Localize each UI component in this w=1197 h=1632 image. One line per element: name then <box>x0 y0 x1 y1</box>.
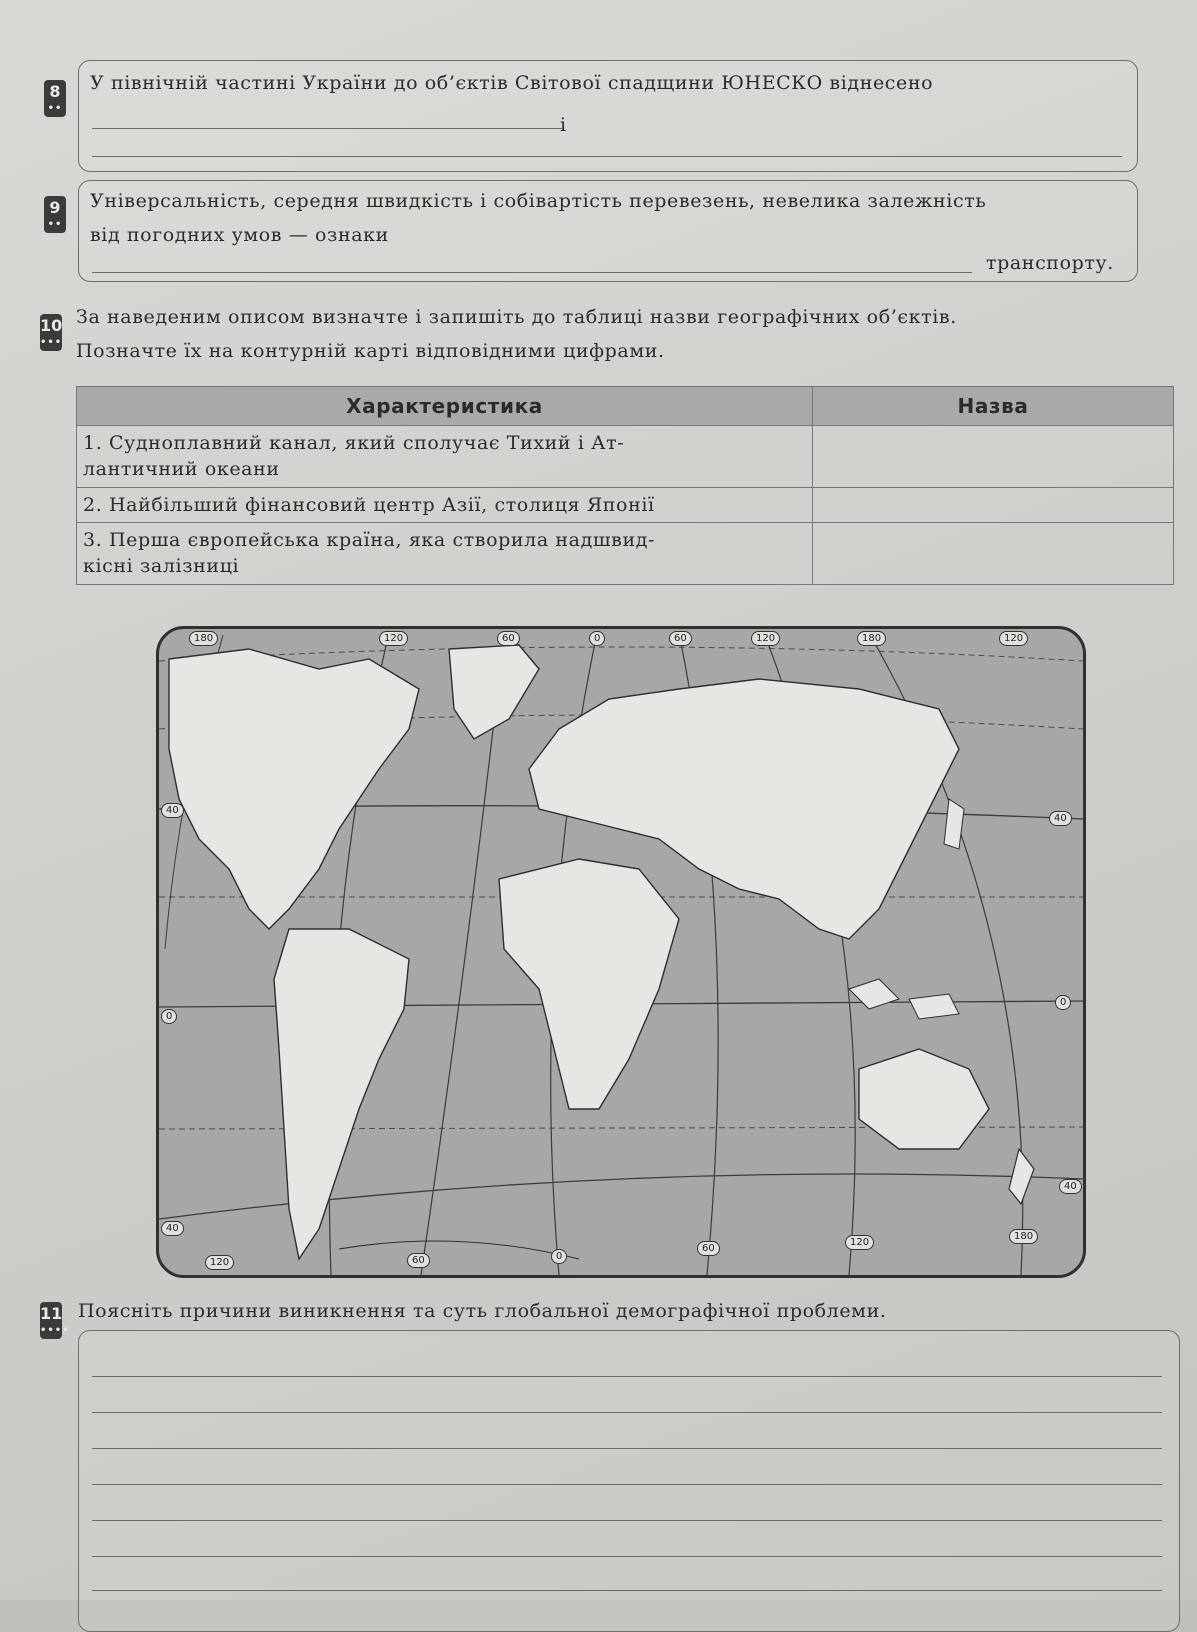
task-11-number: 11 <box>40 1304 63 1323</box>
row-2-line1: 2. Найбільший фінансовий центр Азії, столиця Японії <box>83 494 655 516</box>
task-8-text: У північній частині України до об’єктів Світової спадщини ЮНЕСКО віднесено <box>90 72 934 94</box>
deg-top-2: 120 <box>379 631 408 646</box>
row-3-line2: кісні залізниці <box>83 555 240 577</box>
africa-shape <box>499 859 679 1109</box>
task-9-text-line2: від погодних умов — ознаки <box>90 224 389 246</box>
task-10-text-line2: Позначте їх на контурній карті відповідними цифрами. <box>76 340 665 362</box>
task-11-write-line[interactable] <box>92 1590 1162 1591</box>
task-11-write-line[interactable] <box>92 1556 1162 1557</box>
task-10-difficulty: ••• <box>40 337 63 348</box>
task-11-write-line[interactable] <box>92 1412 1162 1413</box>
south-america-shape <box>274 929 409 1259</box>
deg-top-1: 180 <box>189 631 218 646</box>
task-9-difficulty: •• <box>47 219 63 230</box>
deg-top-3: 60 <box>497 631 520 646</box>
new-zealand-shape <box>1009 1149 1034 1204</box>
task-9-badge <box>44 196 66 233</box>
deg-left-1: 40 <box>161 803 184 818</box>
deg-bottom-3: 0 <box>551 1249 567 1264</box>
deg-left-3: 40 <box>161 1221 184 1236</box>
row-1-name-cell[interactable] <box>813 426 1174 488</box>
row-1-line1: 1. Судноплавний канал, який сполучає Тихий і Ат- <box>83 432 625 454</box>
header-characteristic: Характеристика <box>77 387 813 426</box>
deg-top-6: 120 <box>751 631 780 646</box>
deg-top-4: 0 <box>589 631 605 646</box>
task-9-suffix: транспорту. <box>986 252 1114 274</box>
row-2-characteristic <box>77 488 813 523</box>
task-8-blank-2[interactable] <box>92 156 1122 157</box>
table-row <box>77 488 1174 523</box>
task-11-write-line[interactable] <box>92 1484 1162 1485</box>
task-10-table <box>76 386 1174 585</box>
task-11-write-line[interactable] <box>92 1520 1162 1521</box>
row-1-characteristic <box>77 426 813 488</box>
deg-right-3: 40 <box>1059 1179 1082 1194</box>
row-1-line2: лантичний океани <box>83 458 280 480</box>
task-9-number: 9 <box>49 198 61 217</box>
task-8-blank-1[interactable] <box>92 128 562 129</box>
task-10-number: 10 <box>40 316 63 335</box>
task-11-text: Поясніть причини виникнення та суть глобальної демографічної проблеми. <box>78 1300 887 1322</box>
table-row <box>77 426 1174 488</box>
table-header-row <box>77 387 1174 426</box>
contour-world-map[interactable] <box>156 626 1086 1278</box>
deg-right-1: 40 <box>1049 811 1072 826</box>
task-11-difficulty: •••• <box>40 1325 70 1336</box>
task-8-badge <box>44 80 66 117</box>
deg-top-8: 120 <box>999 631 1028 646</box>
deg-top-5: 60 <box>669 631 692 646</box>
task-8-difficulty: •• <box>47 103 63 114</box>
row-3-characteristic <box>77 523 813 585</box>
table-row <box>77 523 1174 585</box>
map-drawing <box>159 629 1083 1275</box>
greenland-shape <box>449 645 539 739</box>
task-10-badge <box>40 314 62 351</box>
task-11-write-line[interactable] <box>92 1448 1162 1449</box>
task-10-text-line1: За наведеним описом визначте і запишіть до таблиці назви географічних об’єктів. <box>76 306 957 328</box>
deg-bottom-6: 180 <box>1009 1229 1038 1244</box>
deg-bottom-2: 60 <box>407 1253 430 1268</box>
header-name: Назва <box>813 387 1174 426</box>
deg-left-2: 0 <box>161 1009 177 1024</box>
deg-bottom-1: 120 <box>205 1255 234 1270</box>
task-8-number: 8 <box>49 82 61 101</box>
task-8-joiner: і <box>560 114 567 136</box>
row-2-name-cell[interactable] <box>813 488 1174 523</box>
task-9-text-line1: Універсальність, середня швидкість і собівартість перевезень, невелика залежність <box>90 190 987 212</box>
task-11-badge <box>40 1302 70 1339</box>
deg-right-2: 0 <box>1055 995 1071 1010</box>
deg-bottom-5: 120 <box>845 1235 874 1250</box>
australia-shape <box>859 1049 989 1149</box>
deg-top-7: 180 <box>857 631 886 646</box>
task-9-blank[interactable] <box>92 272 972 273</box>
task-11-write-line[interactable] <box>92 1376 1162 1377</box>
north-america-shape <box>169 649 419 929</box>
row-3-line1: 3. Перша європейська країна, яка створила надшвид- <box>83 529 656 551</box>
deg-bottom-4: 60 <box>697 1241 720 1256</box>
row-3-name-cell[interactable] <box>813 523 1174 585</box>
